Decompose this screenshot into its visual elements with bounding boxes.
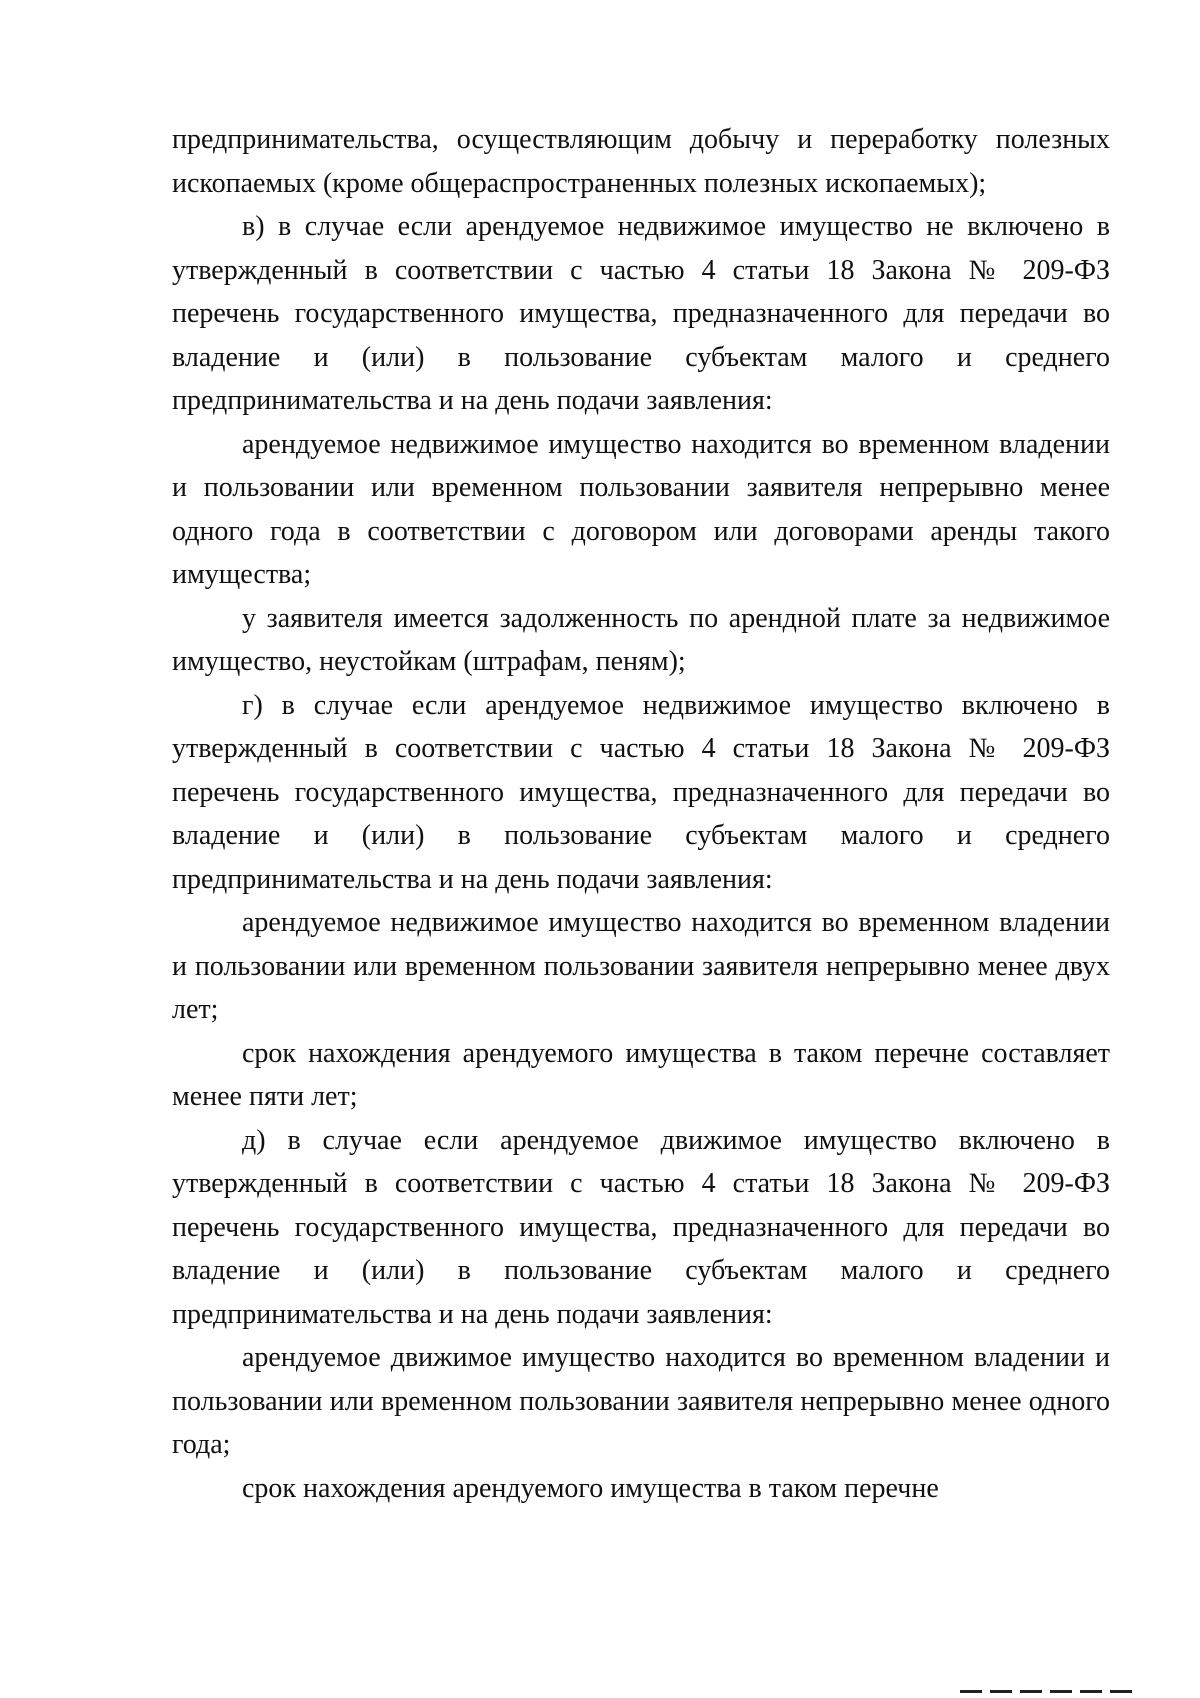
paragraph-item-d: д) в случае если арендуемое движимое имущество включено в утвержденный в соответствии с частью 4 статьи 18 Закона № 209-ФЗ перечень государственного имущества, предназначенного для передачи во владение и (или) в пользование субъектам малого и среднего предпринимательства и на день подачи заявления: <box>172 1124 1110 1330</box>
paragraph-v-condition-1: арендуемое недвижимое имущество находится во временном владении и пользовании или временном пользовании заявителя непрерывно менее одного года в соответствии с договором или договорами аренды такого имущества; <box>172 428 1110 590</box>
paragraph-v-condition-2: у заявителя имеется задолженность по арендной плате за недвижимое имущество, неустойкам (штрафам, пеням); <box>172 602 1110 677</box>
scan-edge-mark <box>960 1690 1140 1693</box>
document-body <box>172 118 1110 1510</box>
paragraph-item-v: в) в случае если арендуемое недвижимое имущество не включено в утвержденный в соответствии с частью 4 статьи 18 Закона № 209-ФЗ перечень государственного имущества, предназначенного для передачи во владение и (или) в пользование субъектам малого и среднего предпринимательства и на день подачи заявления: <box>172 211 1110 416</box>
paragraph-d-condition-2: срок нахождения арендуемого имущества в таком перечне <box>242 1472 939 1504</box>
paragraph-d-condition-1: арендуемое движимое имущество находится во временном владении и пользовании или временном пользовании заявителя непрерывно менее одного года; <box>172 1342 1110 1460</box>
paragraph-continuation: предпринимательства, осуществляющим добычу и переработку полезных ископаемых (кроме общераспространенных полезных ископаемых); <box>172 124 1110 199</box>
paragraph-g-condition-2: срок нахождения арендуемого имущества в таком перечне составляет менее пяти лет; <box>172 1037 1110 1112</box>
paragraph-item-g: г) в случае если арендуемое недвижимое имущество включено в утвержденный в соответствии с частью 4 статьи 18 Закона № 209-ФЗ перечень государственного имущества, предназначенного для передачи во владение и (или) в пользование субъектам малого и среднего предпринимательства и на день подачи заявления: <box>172 689 1110 895</box>
paragraph-g-condition-1: арендуемое недвижимое имущество находится во временном владении и пользовании или временном пользовании заявителя непрерывно менее двух лет; <box>172 907 1110 1025</box>
